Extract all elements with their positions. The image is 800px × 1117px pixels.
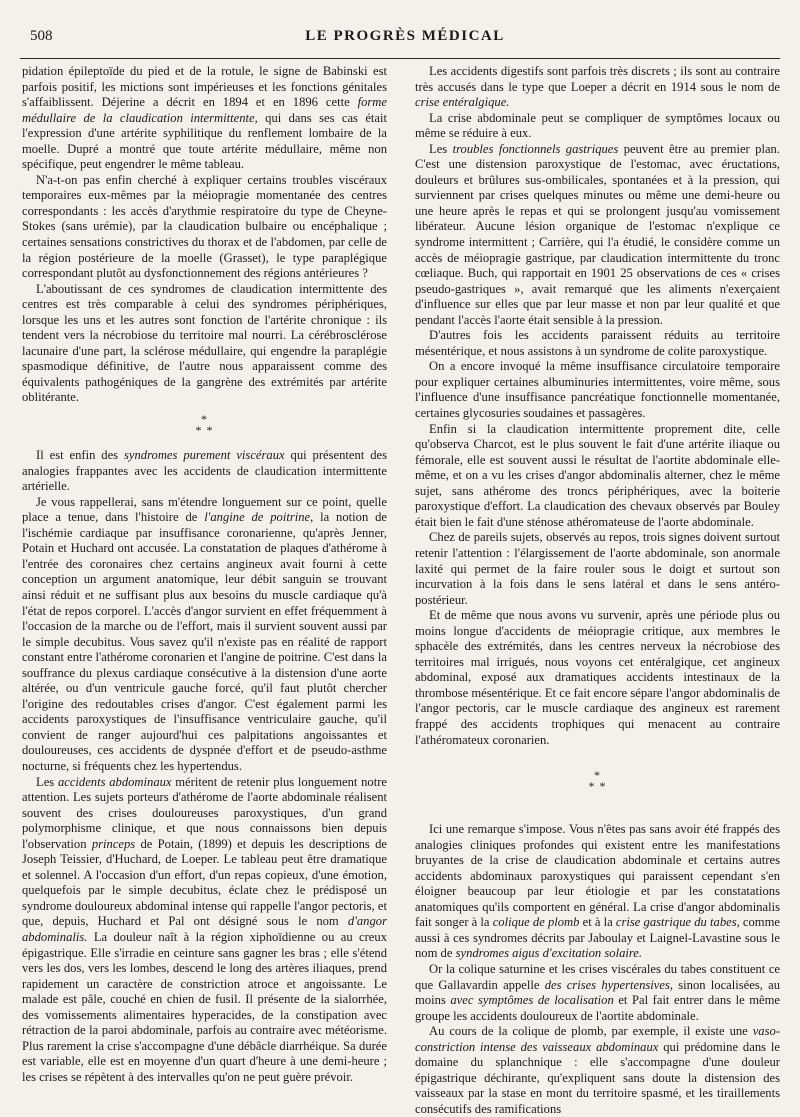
paragraph: La crise abdominale peut se compliquer de symptômes locaux ou même se réduire à eux.: [415, 110, 780, 141]
paragraph: Au cours de la colique de plomb, par exemple, il existe une vaso-constriction intense des vaisseaux abdominaux qui prédomine dans le domaine du splanchnique : elle s'accompagne d'une douleur épigastrique déchirante, qu'expliquent sans doute la distension des vaisseaux par la stase en mont du territoire spasmé, et les tiraillements consécutifs des ramifications: [415, 1024, 780, 1116]
header-rule: [20, 58, 780, 59]
paragraph: D'autres fois les accidents paraissent réduits au territoire mésentérique, et nous assistons à un syndrome de colite paroxystique.: [415, 328, 780, 358]
paragraph: Il est enfin des syndromes purement viscéraux qui présentent des analogies frappantes avec les accidents de claudication intermittente artérielle.: [22, 448, 387, 494]
paragraph: Je vous rappellerai, sans m'étendre longuement sur ce point, quelle place a tenue, dans l'histoire de l'angine de poitrine, la notion de l'ischémie cardiaque par insuffisance coronarienne, qu'après Jenner, Potain et Huchard ont accusée. La constatation de plaques d'athérome à l'entrée des coronaires chez certains angineux avait fourni à cette conception un argument anatomique, leur débit sanguin se trouvant ainsi réduit et ne suffisant plus aux besoins du muscle cardiaque qu'à l'état de repos corporel. L'accès d'angor survient en effet fréquemment à l'occasion de la marche ou de l'effort, mais il survient souvent aussi par le simple decubitus. Vous savez qu'il n'existe pas en réalité de rapport constant entre l'athérome coronarien et l'angine de poitrine. C'est dans la souffrance du plexus cardiaque consécutive à la distension d'une aorte altérée, ou d'un ventricule gauche forcé, qu'il faut plutôt chercher l'origine des redoutables crises d'angor. C'est également parmi les accidents paroxystiques de l'insuffisance ventriculaire gauche, qu'il convient de ranger aujourd'hui ces palpitations angoissantes et douloureuses, ces accidents de dyspnée d'effort et de pseudo-asthme nocturne, si fréquents chez les hypertendus.: [22, 494, 387, 773]
paragraph: N'a-t-on pas enfin cherché à expliquer certains troubles viscéraux temporaires eux-mêmes par la méiopragie momentanée des centres correspondants : les accès d'arythmie respiratoire du type de Cheyne-Stokes (sans urémie), par la claudication bulbaire ou encéphalique ; certaines sensations constrictives du thorax et de l'abdomen, par celle de la région postérieure de la moelle (Grasset), le type paraplégique correspondant plutôt au dysfonctionnement des régions antérieures ?: [22, 172, 387, 281]
paragraph: Et de même que nous avons vu survenir, après une période plus ou moins longue d'accidents de méiopragie critique, aux membres le sphacèle des extrémités, dans les centres nerveux la nécrobiose des territoires mal irrigués, nous voyons cet entéralgique, cet angineux abdominal, exposé aux dramatiques accidents intestinaux de la thrombose mésentérique. Et ce fait encore sépare l'angor abdominalis de l'angor pectoris, car le muscle cardiaque des angineux est rarement frappé des accidents trophiques qui menacent au contraire l'athéromateux coronarien.: [415, 608, 780, 747]
page-number: 508: [30, 28, 53, 44]
paragraph: Les accidents abdominaux méritent de retenir plus longuement notre attention. Les sujets porteurs d'athérome de l'aorte abdominale réalisent souvent des crises douloureuses paroxystiques, d'un grand polymorphisme clinique, et que nous connaissons bien depuis l'observation princeps de Potain, (1899) et depuis les descriptions de Joseph Teissier, d'Huchard, de Loeper. Le tableau peut être dramatique et solennel. A l'occasion d'un effort, d'un repas copieux, d'une émotion, quelquefois par le simple decubitus, éclate chez le prédisposé un syndrome douloureux abdominal intense qui rappelle l'angor pectoris, et que, depuis, Huchard et Pal ont désigné sous le nom d'angor abdominalis. La douleur naît à la région xiphoïdienne ou au creux épigastrique. Elle s'irradie en ceinture sans gagner les bras ; elle s'étend vers les dos, vers les lombes, descend le long des artères iliaques, prend rapidement un caractère de constriction atroce et angoissante. Le malade est pâle, couché en chien de fusil. Il présente de la sialorrhée, des vomissements alimentaires hyperacides, de la constipation avec rétraction de la paroi abdominale, parfois au contraire avec météorisme. Plus rarement la crise s'accompagne d'une débâcle diarrhéique. Sa durée est variable, elle est en moyenne d'un quart d'heure à une demi-heure ; les crises se répètent à des intervalles qu'on ne peut guère prévoir.: [22, 774, 387, 1084]
running-title: LE PROGRÈS MÉDICAL: [305, 28, 505, 44]
paragraph: Enfin si la claudication intermittente proprement dite, celle qu'observa Charcot, est le plus souvent le fait d'une artérite iliaque ou fémorale, elle est souvent aussi le résultat de l'aortite abdominale elle-même, et on a vu les crises d'angor abdominalis alterner, chez le même sujet, sans athérome des troncs périphériques, avec la boiterie paroxystique d'effort. La claudication des chevaux observés par Bouley était bien le fait d'une sténose athéromateuse de l'aorte abdominale.: [415, 421, 780, 529]
paragraph: Ici une remarque s'impose. Vous n'êtes pas sans avoir été frappés des analogies cliniques profondes qui existent entre les manifestations bruyantes de la crise de claudication abdominale et certains autres accidents abdominaux paroxystiques qui paraissent cependant s'en éloigner beaucoup par leur étiologie et par les constatations anatomiques qu'ils comportent en général. La crise d'angor abdominalis fait songer à la colique de plomb et à la crise gastrique du tabes, comme aussi à ces syndromes décrits par Jaboulay et Laignel-Lavastine sous le nom de syndromes aigus d'excitation solaire.: [415, 822, 780, 961]
page-header: [30, 28, 780, 54]
paragraph: Chez de pareils sujets, observés au repos, trois signes doivent surtout retenir l'attention : l'élargissement de l'aorte abdominale, son anormale laxité qui permet de la faire rouler sous le doigt et surtout son incurvation à la fois dans le sens latéral et dans le sens antéro-postérieur.: [415, 530, 780, 607]
section-asterism: * * *: [588, 768, 607, 794]
left-column: [22, 64, 387, 1085]
paragraph: On a encore invoqué la même insuffisance circulatoire temporaire pour expliquer certaines albuminuries intermittentes, voire même, sous l'influence d'une insuffisance pancréatique fonctionnelle momentanée, certaines glycosuries soudaines et passagères.: [415, 359, 780, 421]
paragraph: Les accidents digestifs sont parfois très discrets ; ils sont au contraire très accusés dans le type que Loeper a décrit en 1914 sous le nom de crise entéralgique.: [415, 64, 780, 110]
paragraph: pidation épileptoïde du pied et de la rotule, le signe de Babinski est parfois positif, les mictions sont impérieuses et les fonctions génitales s'affaiblissent. Déjerine a décrit en 1894 et en 1896 cette forme médullaire de la claudication intermittente, qui dans ses cas était l'expression d'une artérite syphilitique du renflement lombaire de la moelle. Dupré a montré que toute artérite médullaire, même non spécifique, peut engendrer le même tableau.: [22, 64, 387, 172]
right-column: [415, 64, 780, 1117]
paragraph: Or la colique saturnine et les crises viscérales du tabes constituent ce que Gallavardin appelle des crises hypertensives, sinon localisées, au moins avec symptômes de localisation et Pal fait entrer dans le même groupe les accidents douloureux de l'aortite abdominale.: [415, 961, 781, 1023]
paragraph: L'aboutissant de ces syndromes de claudication intermittente des centres est très comparable à celui des syndromes périphériques, lorsque les uns et les autres sont fonction de l'artérite chronique : ils tendent vers la nécrobiose du territoire mal nourri. La cérébrosclérose lacunaire d'une part, la sclérose médullaire, qui engendre la paraplégie spasmodique définitive, de l'autre nous apparaissent comme des équivalents pathogéniques de la gangrène des extrémités par artérite oblitérante.: [22, 281, 387, 405]
paragraph: Les troubles fonctionnels gastriques peuvent être au premier plan. C'est une distension paroxystique de l'estomac, avec éructations, douleurs et brûlures sus-ombilicales, spontanées et à la pression, qui surviennent par crises quelques minutes ou même une demi-heure ou une heure après le repas et qui se prolongent jusqu'au vomissement libérateur. Aucune lésion organique de l'estomac n'explique ce syndrome intermittent ; Carrière, qui l'a étudié, le considère comme un accès de méiopragie gastrique, par claudication intermittente du tronc cœliaque. Buch, qui rapportait en 1901 25 observations de ces « crises pseudo-gastriques », avait remarqué que les aliments n'exerçaient d'influence sur elles que par leur masse et non par leur qualité et que pendant l'accès l'aorte était sensible à la pression.: [415, 141, 780, 327]
section-asterism: * * *: [195, 412, 214, 438]
